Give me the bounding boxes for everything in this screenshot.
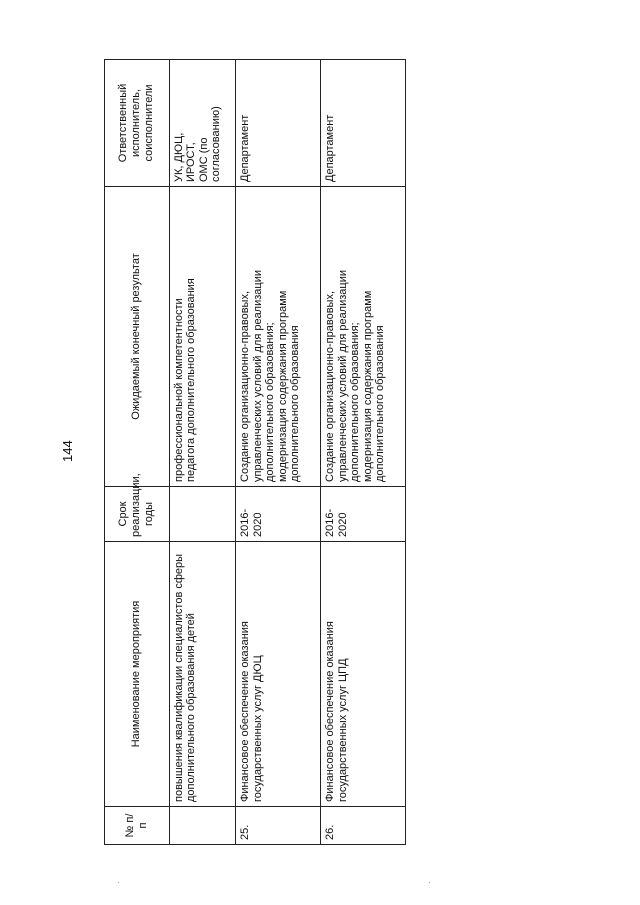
row-result-line: Создание организационно-правовых, [324,290,337,482]
header-result: Ожидаемый конечный результат [105,187,170,487]
header-row [105,60,170,845]
row-name [236,542,321,807]
row-responsible-line: согласованию) [210,106,223,182]
table-row [321,60,406,845]
header-responsible-line: исполнитель, [130,89,143,157]
table-row [236,60,321,845]
header-name: Наименование мероприятия [105,542,170,807]
row-responsible-line: ИРОСТ, [185,142,198,182]
row-name-line: Финансовое обеспечение оказания [324,621,337,802]
row-result [169,187,236,487]
scan-speck: · [117,878,120,887]
rotated-table-wrapper [104,60,406,845]
row-result-line: управленческих условий для реализации [251,270,264,482]
row-responsible [321,60,406,187]
row-period: 2016-2020 [321,487,406,542]
row-result-line: профессиональной компетентности [172,298,185,482]
row-responsible-line: Департамент [239,114,252,182]
row-result-line: дополнительного образования [289,325,302,482]
page-number: 144 [60,440,75,462]
header-period-line: реализации, [130,473,143,537]
header-responsible [105,60,170,187]
row-period: 2016-2020 [236,487,321,542]
row-responsible-line: УК, ДЮЦ, [172,132,185,182]
header-period-line: годы [143,502,156,526]
row-result [321,187,406,487]
header-responsible-line: Ответственный [117,83,130,163]
row-result-line: педагога дополнительного образования [185,278,198,482]
row-result-line: модернизация содержания программ [276,290,289,482]
row-result-line: дополнительного образования; [264,322,277,482]
row-name-line: повышения квалификации специалистов сферы [172,553,185,802]
header-responsible-line: соисполнители [143,84,156,162]
row-period [169,487,236,542]
row-result-line: модернизация содержания программ [361,290,374,482]
row-num [169,807,236,845]
row-result-line: управленческих условий для реализации [336,270,349,482]
row-responsible [169,60,236,187]
row-result-line: дополнительного образования [374,325,387,482]
row-name [169,542,236,807]
row-num: 26. [321,807,406,845]
row-result-line: Создание организационно-правовых, [239,290,252,482]
scan-speck: · [428,878,431,887]
row-name-line: государственных услуг ДЮЦ [251,655,264,802]
row-result [236,187,321,487]
row-name-line: Финансовое обеспечение оказания [239,621,252,802]
row-result-line: дополнительного образования; [349,322,362,482]
measures-table [104,59,406,845]
table-row [169,60,236,845]
header-num: № п/п [105,807,170,845]
row-responsible [236,60,321,187]
row-responsible-line: ОМС (по [197,137,210,182]
row-name [321,542,406,807]
row-name-line: государственных услуг ЦПД [336,658,349,802]
header-period-line: Срок [117,501,130,527]
row-responsible-line: Департамент [324,114,337,182]
row-name-line: дополнительного образования детей [185,613,198,802]
header-period [105,473,170,542]
row-num: 25. [236,807,321,845]
